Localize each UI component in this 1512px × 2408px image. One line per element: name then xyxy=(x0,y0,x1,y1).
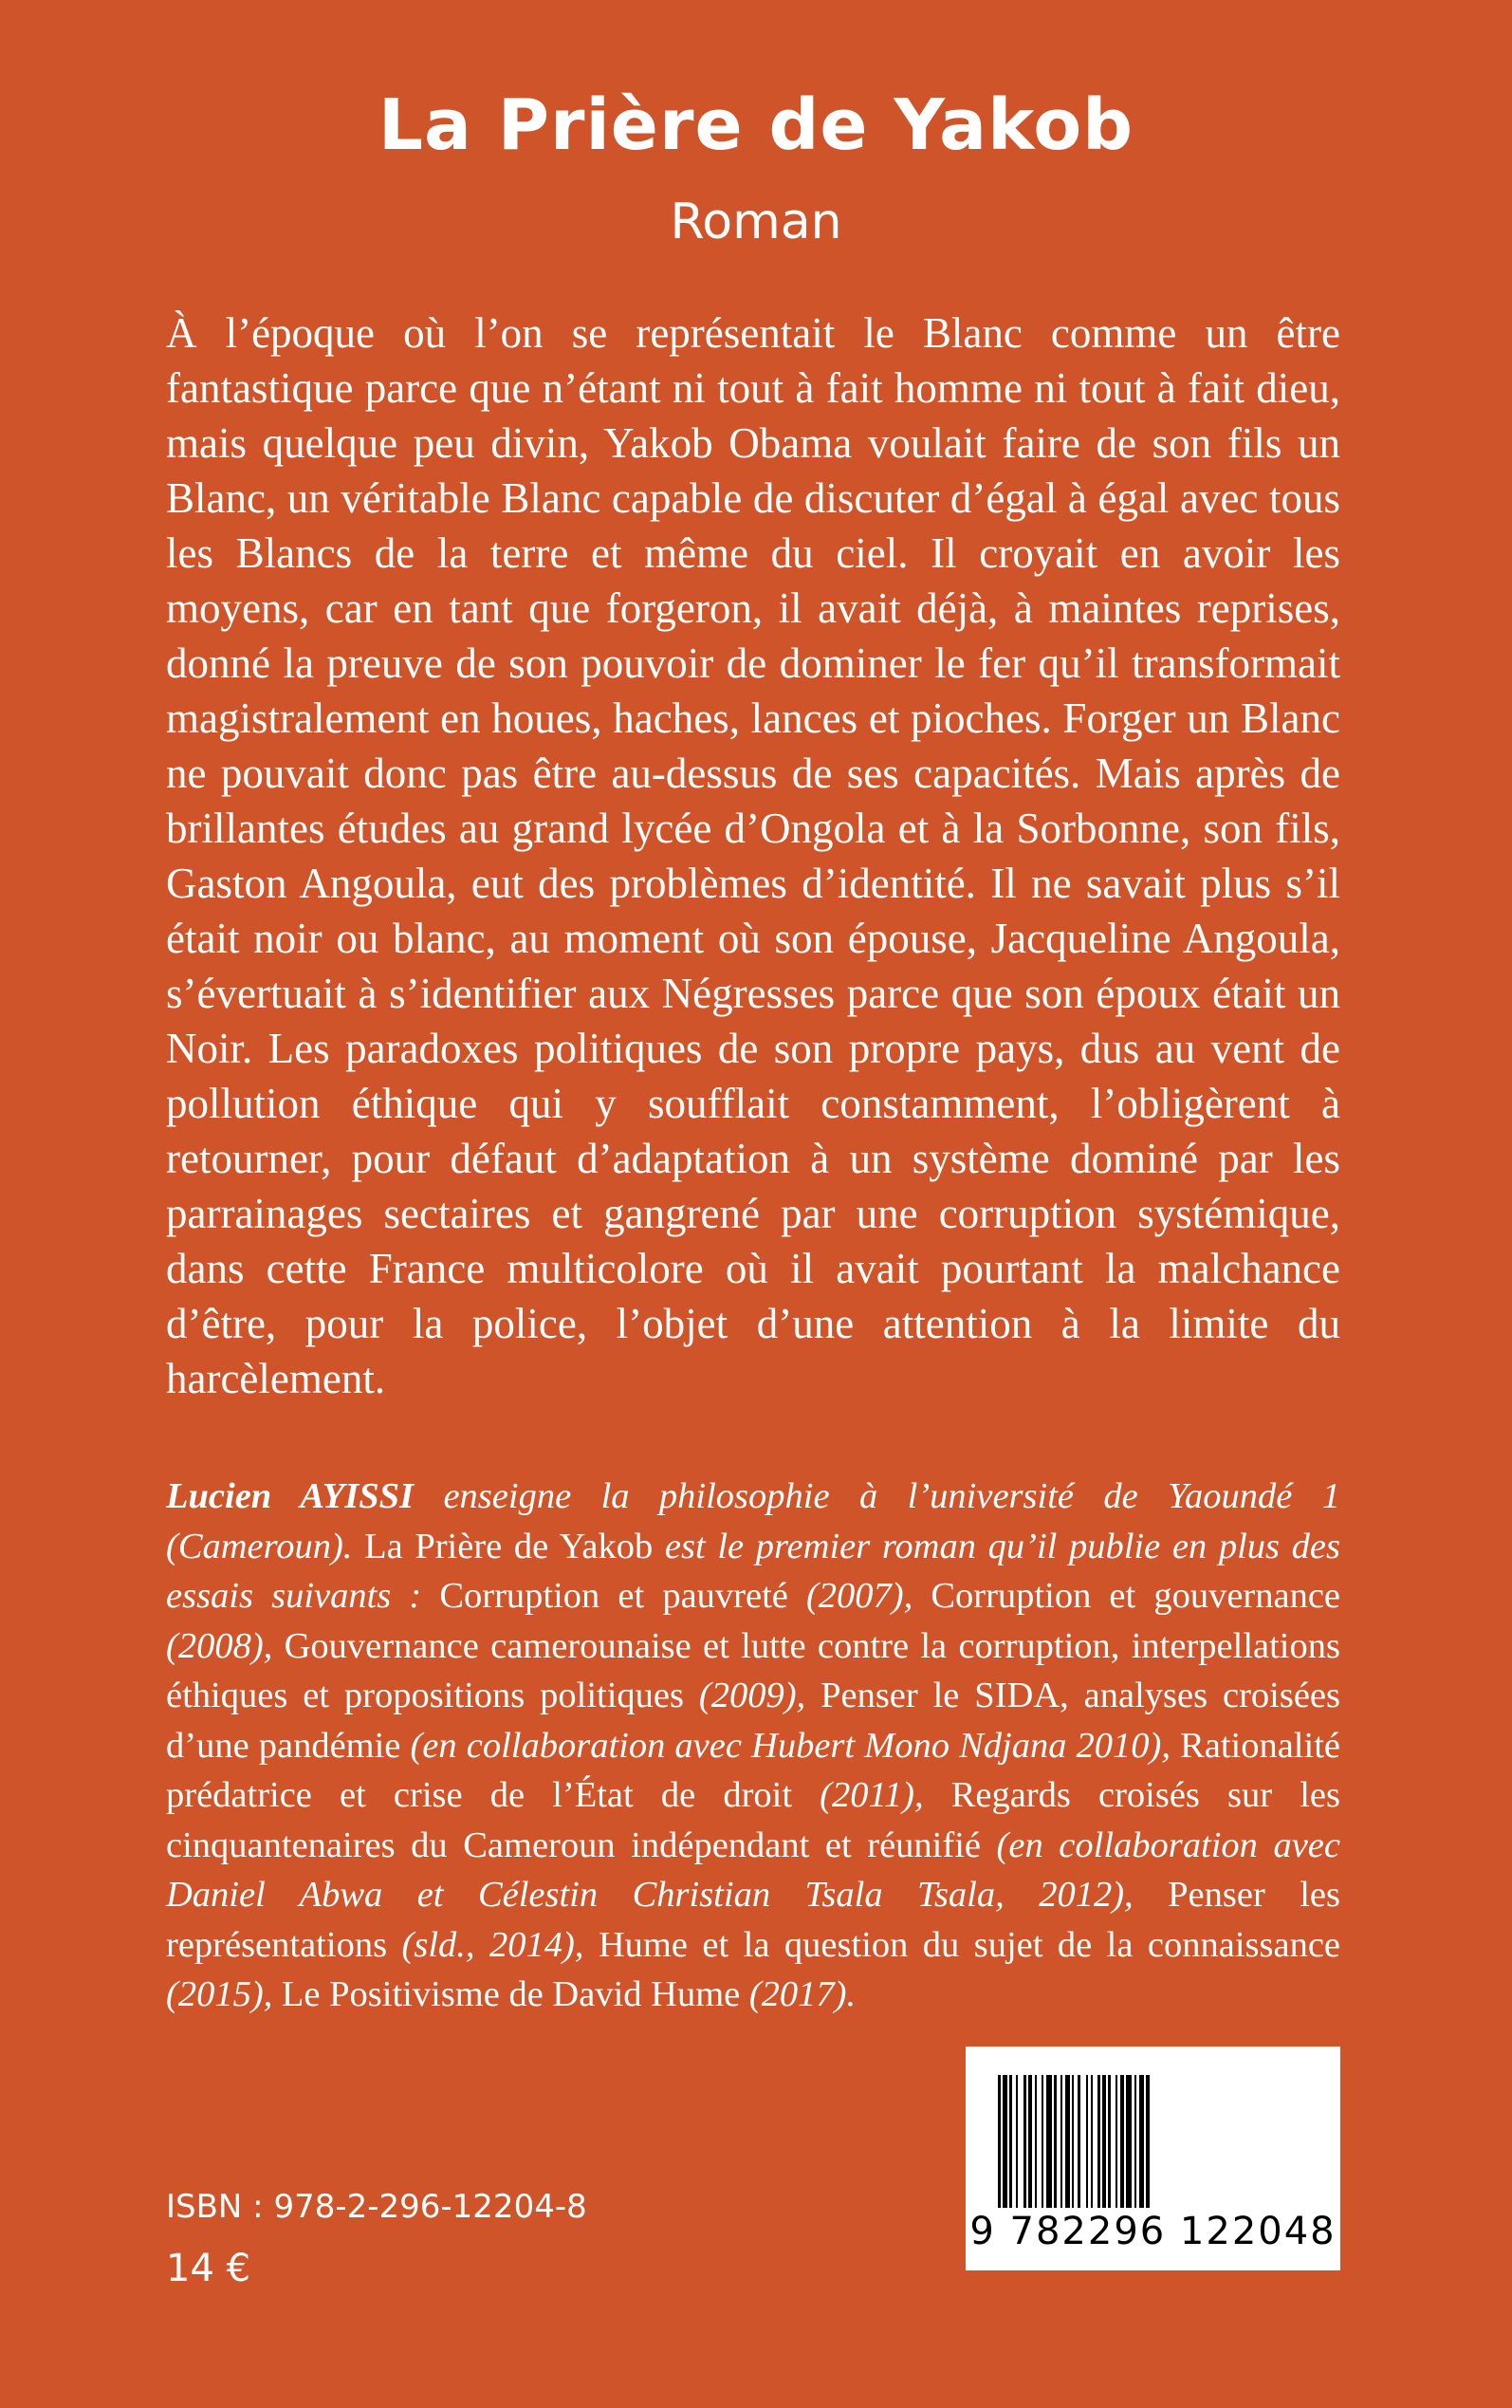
work-title: Corruption et gouvernance xyxy=(931,1576,1341,1616)
work-note: (en collaboration avec Hubert Mono Ndjana 2010), xyxy=(400,1725,1181,1766)
work-title: Corruption et pauvreté xyxy=(439,1576,788,1616)
work-note: (2011), xyxy=(792,1775,951,1815)
barcode-bar xyxy=(1078,2075,1080,2208)
price: 14 € xyxy=(166,2247,251,2290)
isbn: ISBN : 978-2-296-12204-8 xyxy=(166,2188,587,2226)
barcode-bar xyxy=(1060,2075,1062,2208)
work-title: Rationalité prédatrice et crise de l’État de droit xyxy=(166,1725,1340,1815)
barcode-bar xyxy=(1042,2075,1043,2208)
barcode-bar xyxy=(1116,2075,1117,2208)
author-intro: enseigne la philosophie à l’université de Yaoundé 1 (Cameroun). xyxy=(166,1476,1340,1566)
barcode-bar xyxy=(1102,2075,1106,2208)
work-title: Le Positivisme de David Hume xyxy=(281,1974,741,2014)
barcode-bar xyxy=(1023,2075,1026,2208)
barcode-bar xyxy=(1139,2075,1144,2208)
barcode-bar xyxy=(1134,2075,1136,2208)
barcode-bar xyxy=(1065,2075,1070,2208)
work-note: (en collaboration avec Daniel Abwa et Célestin Christian Tsala Tsala, 2012), xyxy=(166,1825,1340,1915)
barcode-bar xyxy=(1028,2075,1032,2208)
book-genre: Roman xyxy=(670,194,842,250)
author-bio xyxy=(166,1472,1340,2020)
barcode-bar xyxy=(1120,2075,1124,2208)
barcode-bar xyxy=(1086,2075,1088,2208)
barcode-bar xyxy=(1016,2075,1018,2208)
book-title: La Prière de Yakob xyxy=(378,84,1134,166)
barcode xyxy=(966,2047,1340,2270)
barcode-bar xyxy=(998,2075,1001,2208)
barcode-bar xyxy=(1054,2075,1057,2208)
barcode-bar xyxy=(1146,2075,1150,2208)
barcode-bar xyxy=(1072,2075,1074,2208)
work-title: Regards croisés sur les cinquantenaires du Cameroun indépendant et réunifié xyxy=(166,1775,1340,1865)
barcode-bar xyxy=(1091,2075,1093,2208)
work-note: (2009), xyxy=(684,1676,821,1715)
barcode-bar xyxy=(1009,2075,1012,2208)
bio-book-title: La Prière de Yakob xyxy=(364,1526,654,1566)
barcode-bar xyxy=(1046,2075,1052,2208)
bio-book-note: est le premier roman qu’il publie en plus des essais suivants : xyxy=(166,1526,1341,1616)
barcode-bar xyxy=(1097,2075,1100,2208)
work-title: Penser le SIDA, analyses croisées d’une pandémie xyxy=(166,1676,1340,1766)
summary-text: À l’époque où l’on se représentait le Blanc comme un être fantastique parce que n’étant ni tout à fait homme ni tout à fait dieu, mais quelque peu divin, Yakob Obama voulait faire de son fils un Blanc, un véritable Blanc capable de discuter d’égal à égal avec tous les Blancs de la terre et même du ciel. Il croyait en avoir les moyens, car en tant que forgeron, il avait déjà, à maintes reprises, donné la preuve de son pouvoir de dominer le fer qu’il transformait magistralement en houes, haches, lances et pioches. Forger un Blanc ne pouvait donc pas être au-dessus de ses capacités. Mais après de brillantes études au grand lycée d’Ongola et à la Sorbonne, son fils, Gaston Angoula, eut des problèmes d’identité. Il ne savait plus s’il était noir ou blanc, au moment où son épouse, Jacqueline Angoula, s’évertuait à s’identifier aux Négresses parce que son époux était un Noir. Les paradoxes politiques de son propre pays, dus au vent de pollution éthique qui y soufflait constamment, l’obligèrent à retourner, pour défaut d’adaptation à un système dominé par les parrainages sectaires et gangrené par une corruption systémique, dans cette France multicolore où il avait pourtant la malchance d’être, pour la police, l’objet d’une attention à la limite du harcèlement. xyxy=(166,309,1340,1402)
work-title: Hume et la question du sujet de la connaissance xyxy=(598,1924,1340,1965)
barcode-bars xyxy=(994,2075,1312,2208)
barcode-bar xyxy=(1003,2075,1007,2208)
work-note: (sld., 2014), xyxy=(387,1924,599,1965)
work-note: (2007), xyxy=(787,1576,931,1616)
work-title: Penser les représentations xyxy=(166,1875,1340,1965)
author-name: Lucien AYISSI xyxy=(166,1476,415,1516)
work-title: Gouvernance camerounaise et lutte contre la corruption, interpellations éthiques et propositions politiques xyxy=(166,1625,1340,1715)
barcode-bar xyxy=(1126,2075,1132,2208)
work-note: (2017). xyxy=(740,1974,857,2014)
work-note: (2015), xyxy=(166,1974,282,2014)
barcode-bar xyxy=(1035,2075,1037,2208)
work-note: (2008), xyxy=(166,1625,285,1666)
barcode-bar xyxy=(1108,2075,1111,2208)
barcode-digits: 9 782296 122048 xyxy=(969,2210,1337,2253)
